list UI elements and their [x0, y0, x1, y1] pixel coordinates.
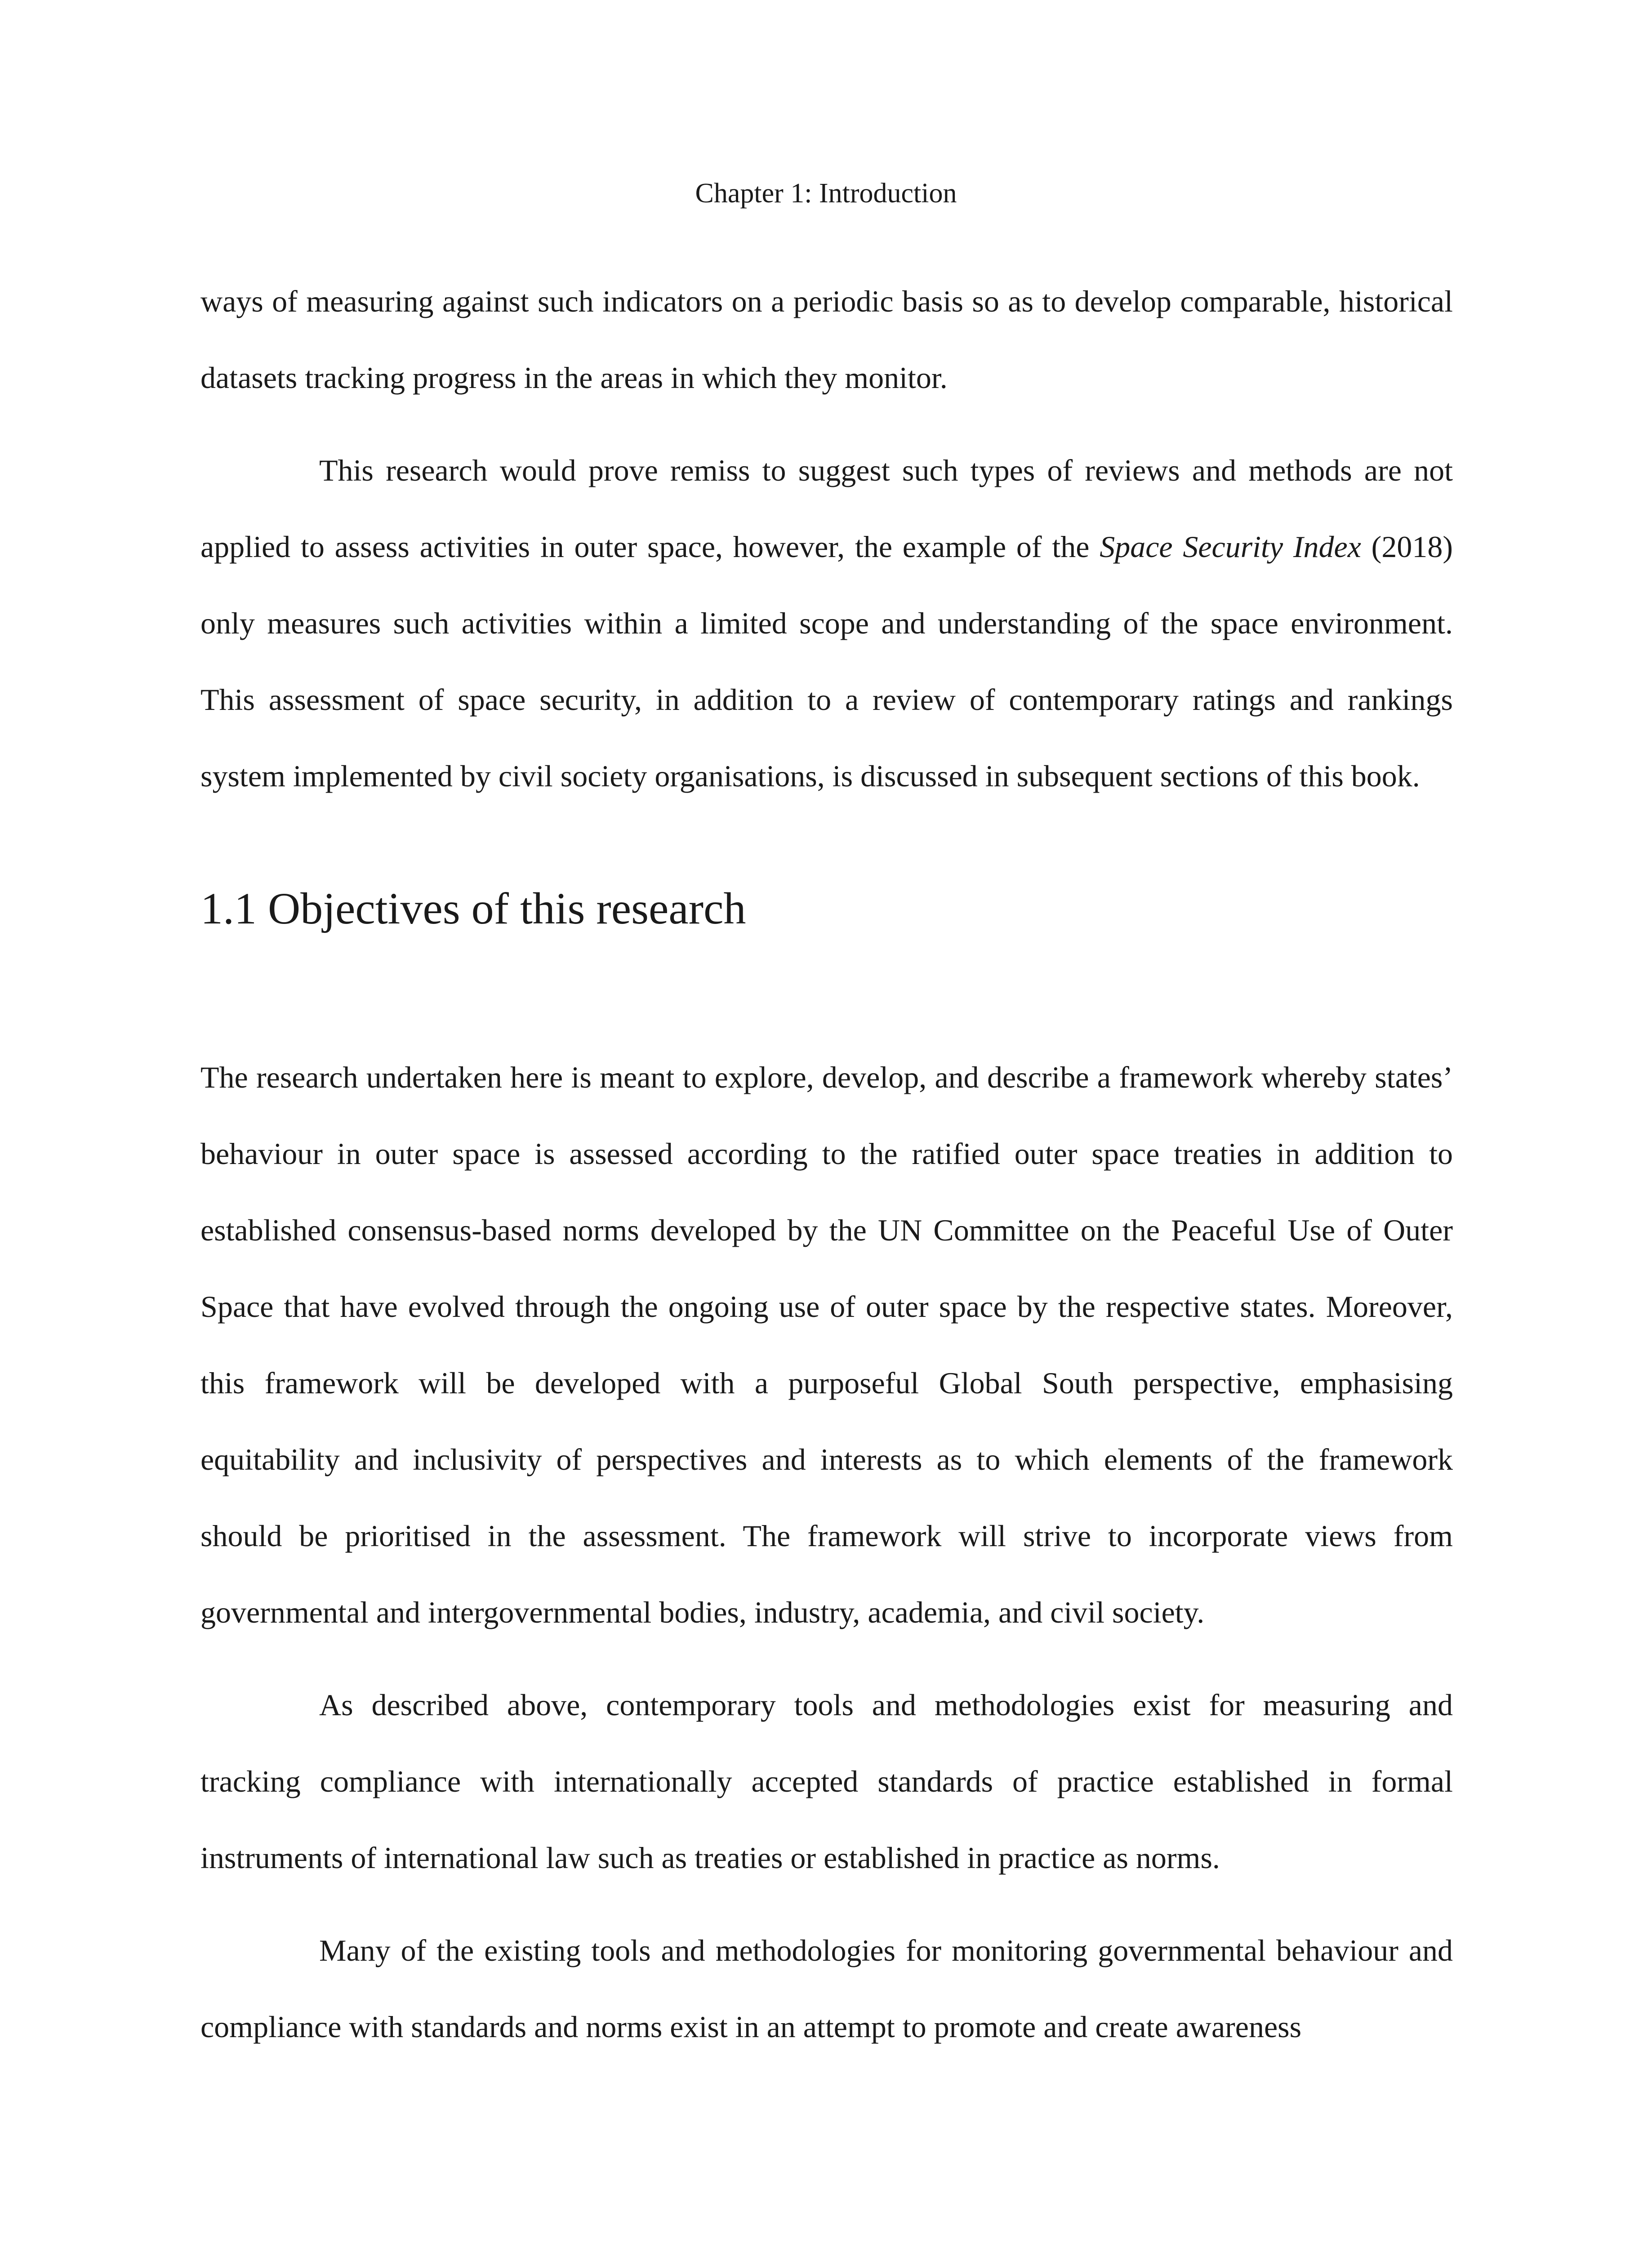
paragraph-text-before: This research would prove remiss to suggest such types of reviews and methods are not applied to assess activities in outer space, however, the example of the [200, 453, 1453, 564]
paragraph-text-after: (2018) only measures such activities within a limited scope and understanding of the space environment. This assessment of space security, in addition to a review of contemporary ratings and rankings system implemented by civil society organisations, is discussed in subsequent sections of this book. [200, 530, 1453, 793]
paragraph-continuation: ways of measuring against such indicators on a periodic basis so as to develop comparable, historical datasets tracking progress in the areas in which they monitor. [200, 284, 1453, 395]
italic-title-space-security-index: Space Security Index [1100, 530, 1361, 564]
paragraph-existing-tools: Many of the existing tools and methodologies for monitoring governmental behaviour and compliance with standards and norms exist in an attempt to promote and create awareness [200, 1933, 1453, 2044]
running-header: Chapter 1: Introduction [695, 178, 957, 209]
paragraph-contemporary-tools: As described above, contemporary tools and methodologies exist for measuring and tracking compliance with internationally accepted standards of practice established in formal instruments of international law such as treaties or established in practice as norms. [200, 1688, 1453, 1875]
section-heading-block [200, 879, 1453, 938]
body-text [200, 263, 1453, 2065]
paragraph-space-security-index [200, 432, 1453, 814]
paragraph-objectives: The research undertaken here is meant to explore, develop, and describe a framework whereby states’ behaviour in outer space is assessed according to the ratified outer space treaties in addition to established consensus-based norms developed by the UN Committee on the Peaceful Use of Outer Space that have evolved through the ongoing use of outer space by the respective states. Moreover, this framework will be developed with a purposeful Global South perspective, emphasising equitability and inclusivity of perspectives and interests as to which elements of the framework should be prioritised in the assessment. The framework will strive to incorporate views from governmental and intergovernmental bodies, industry, academia, and civil society. [200, 1060, 1453, 1629]
section-heading: 1.1 Objectives of this research [200, 883, 746, 933]
